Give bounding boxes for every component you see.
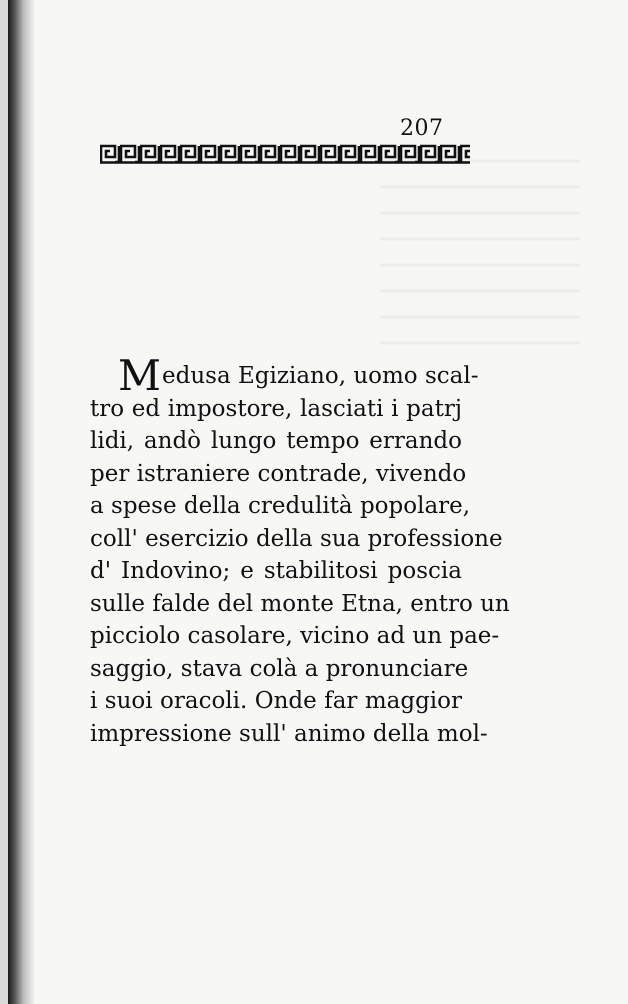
text-line-4: per istraniere contrade, vivendo: [90, 460, 467, 487]
text-line-2: tro ed impostore, lasciati i patrj: [90, 395, 462, 422]
page-number: 207: [400, 116, 444, 141]
text-line-1: Medusa Egiziano, uomo scal-: [118, 351, 479, 400]
body-text: [90, 351, 510, 750]
book-spine-shadow: [8, 0, 34, 1004]
text-line-6: coll' esercizio della sua professione: [90, 525, 503, 552]
text-line-8: sulle falde del monte Etna, entro un: [90, 590, 510, 617]
greek-key-ornament: [100, 144, 470, 164]
text-line-10: saggio, stava colà a pronunciare: [90, 655, 469, 682]
text-line-3: lidi, andò lungo tempo errando: [90, 428, 462, 454]
text-line-7: d' Indovino; e stabilitosi poscia: [90, 558, 462, 584]
drop-cap: M: [118, 351, 162, 400]
text-line-12: impressione sull' animo della mol-: [90, 720, 488, 747]
text-line-9: picciolo casolare, vicino ad un pae-: [90, 623, 500, 649]
text-line-5: a spese della credulità popolare,: [90, 493, 471, 519]
text-line-11: i suoi oracoli. Onde far maggior: [90, 688, 462, 714]
show-through-text: [380, 160, 580, 360]
